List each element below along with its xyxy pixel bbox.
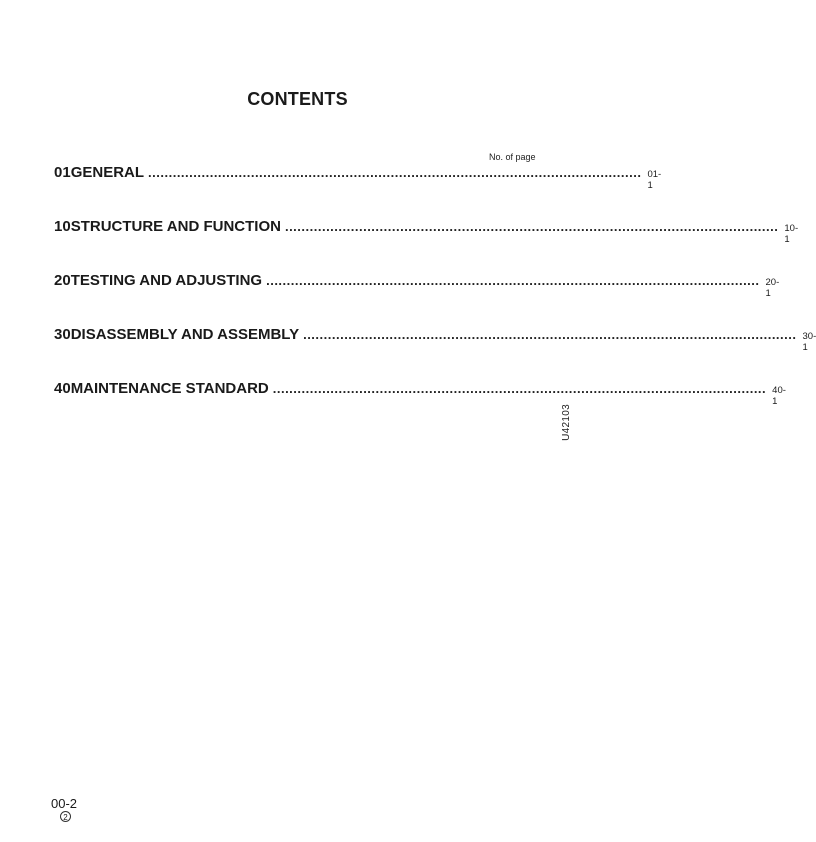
toc-entry-page: 01-1 <box>647 169 662 191</box>
dot-leader: ........................................................................................................................ <box>272 381 767 396</box>
toc-entry-page: 10-1 <box>784 223 799 245</box>
dot-leader: ........................................................................................................................ <box>266 273 760 288</box>
toc-entry-title: DISASSEMBLY AND ASSEMBLY <box>70 326 300 343</box>
footer-page-number: 00-2 <box>51 796 78 811</box>
toc-entry-disassembly-and-assembly[interactable] <box>54 326 816 353</box>
toc-entry-number: 01 <box>54 164 71 181</box>
toc-entry-page: 30-1 <box>802 331 816 353</box>
toc-entry-title: STRUCTURE AND FUNCTION <box>70 218 281 235</box>
toc-entry-number: 10 <box>54 218 71 235</box>
toc-entry-structure-and-function[interactable] <box>54 218 799 245</box>
toc-entry-testing-and-adjusting[interactable] <box>54 272 780 299</box>
toc-entry-page: 20-1 <box>765 277 780 299</box>
toc-entry-number: 40 <box>54 380 71 397</box>
toc-entry-maintenance-standard[interactable] <box>54 380 786 407</box>
dot-leader: ........................................................................................................................ <box>303 327 797 342</box>
page-column-label: No. of page <box>489 152 536 162</box>
page-title: CONTENTS <box>247 89 348 109</box>
toc-entry-general[interactable] <box>54 164 662 191</box>
toc-entry-page: 40-1 <box>772 385 786 407</box>
toc-entry-title: GENERAL <box>70 164 145 181</box>
toc-entry-title: MAINTENANCE STANDARD <box>70 380 269 397</box>
dot-leader: ........................................................................................................................ <box>284 219 779 234</box>
revision-badge: 2 <box>60 811 71 822</box>
dot-leader: ........................................................................................................................ <box>148 165 642 180</box>
toc-entry-number: 30 <box>54 326 71 343</box>
toc-entry-title: TESTING AND ADJUSTING <box>70 272 263 289</box>
document-code: U42103 <box>561 404 572 441</box>
toc-entry-number: 20 <box>54 272 71 289</box>
